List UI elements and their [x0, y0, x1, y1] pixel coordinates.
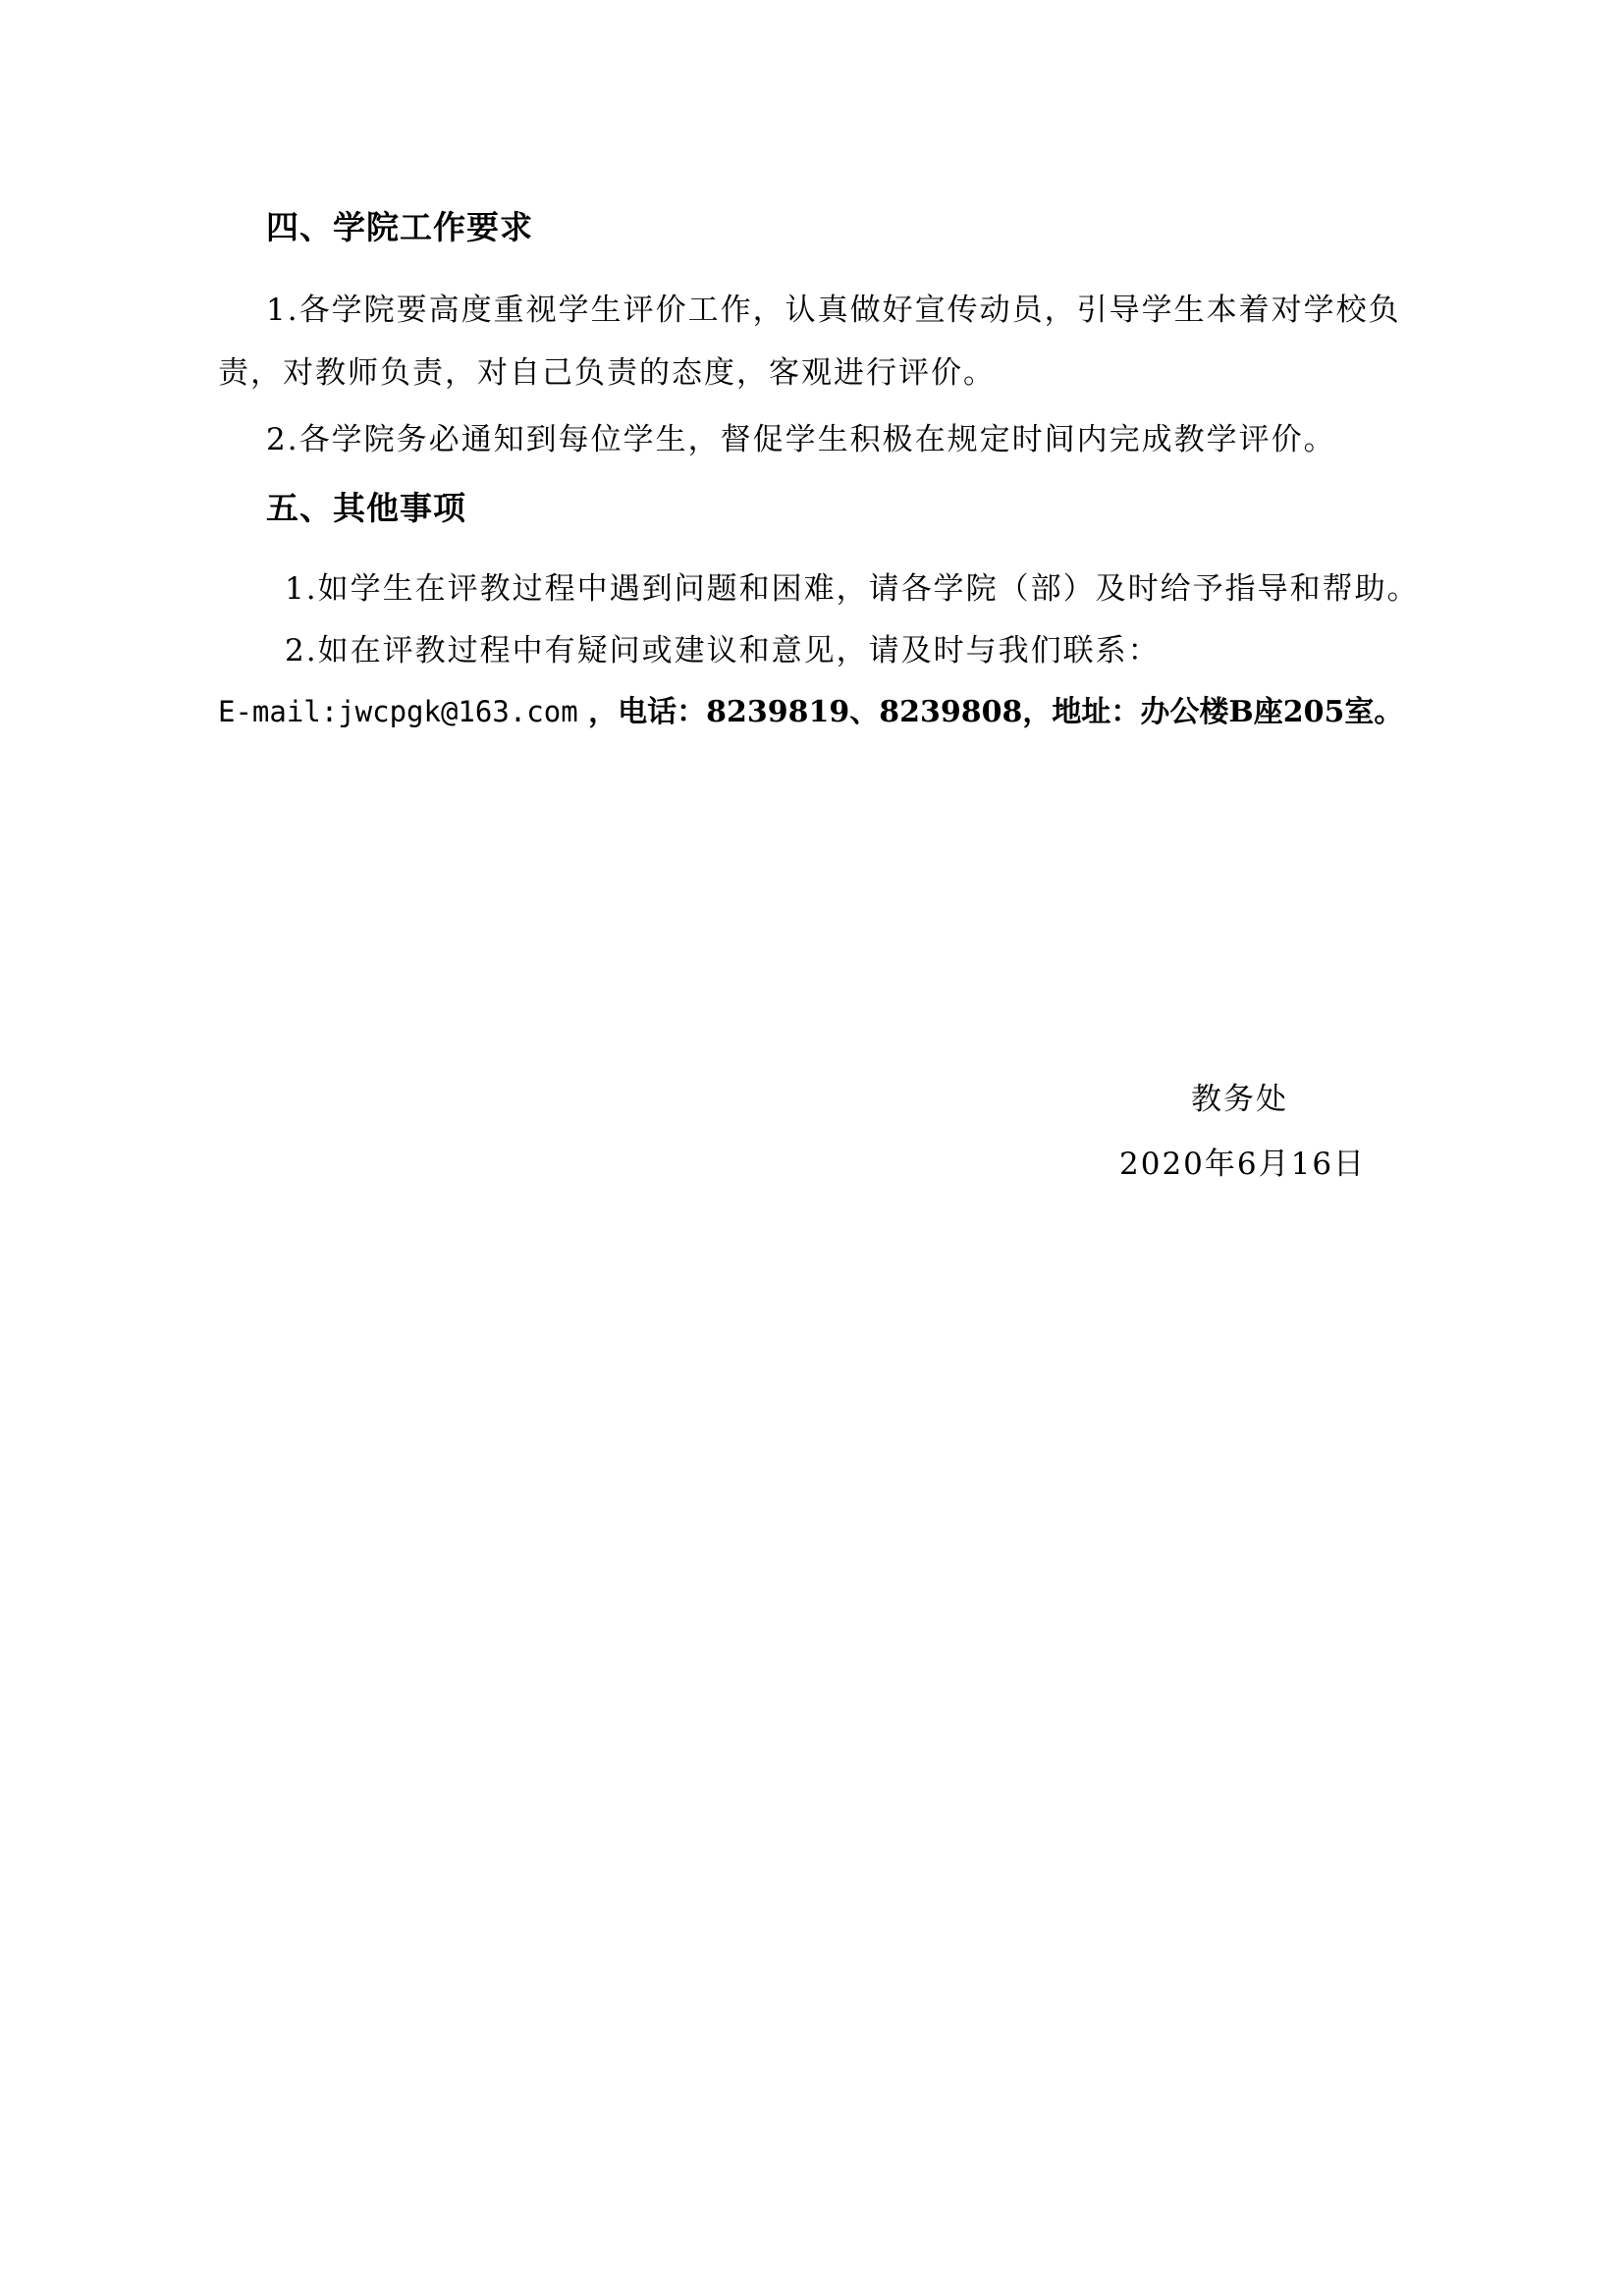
section-four-item-2: 2.各学院务必通知到每位学生，督促学生积极在规定时间内完成教学评价。 — [266, 422, 1336, 457]
phone-address-text: ，电话：8239819、8239808，地址：办公楼B座205室。 — [577, 695, 1404, 729]
section-five-item-2: 2.如在评教过程中有疑问或建议和意见，请及时与我们联系： — [285, 633, 1161, 668]
section-five-heading: 五、其他事项 — [266, 489, 466, 527]
section-five-item-1: 1.如学生在评教过程中遇到问题和困难，请各学院（部）及时给予指导和帮助。 — [285, 571, 1420, 607]
issue-date: 2020年6月16日 — [1119, 1147, 1367, 1182]
section-four-heading: 四、学院工作要求 — [266, 208, 533, 246]
issuing-office: 教务处 — [1191, 1082, 1288, 1117]
section-four-item-1-line-1: 1.各学院要高度重视学生评价工作，认真做好宣传动员，引导学生本着对学校负 — [266, 293, 1401, 328]
email-address: E-mail:jwcpgk@163.com — [218, 695, 578, 728]
section-four-item-1-line-2: 责，对教师负责，对自己负责的态度，客观进行评价。 — [218, 355, 996, 391]
contact-line — [218, 687, 1403, 730]
